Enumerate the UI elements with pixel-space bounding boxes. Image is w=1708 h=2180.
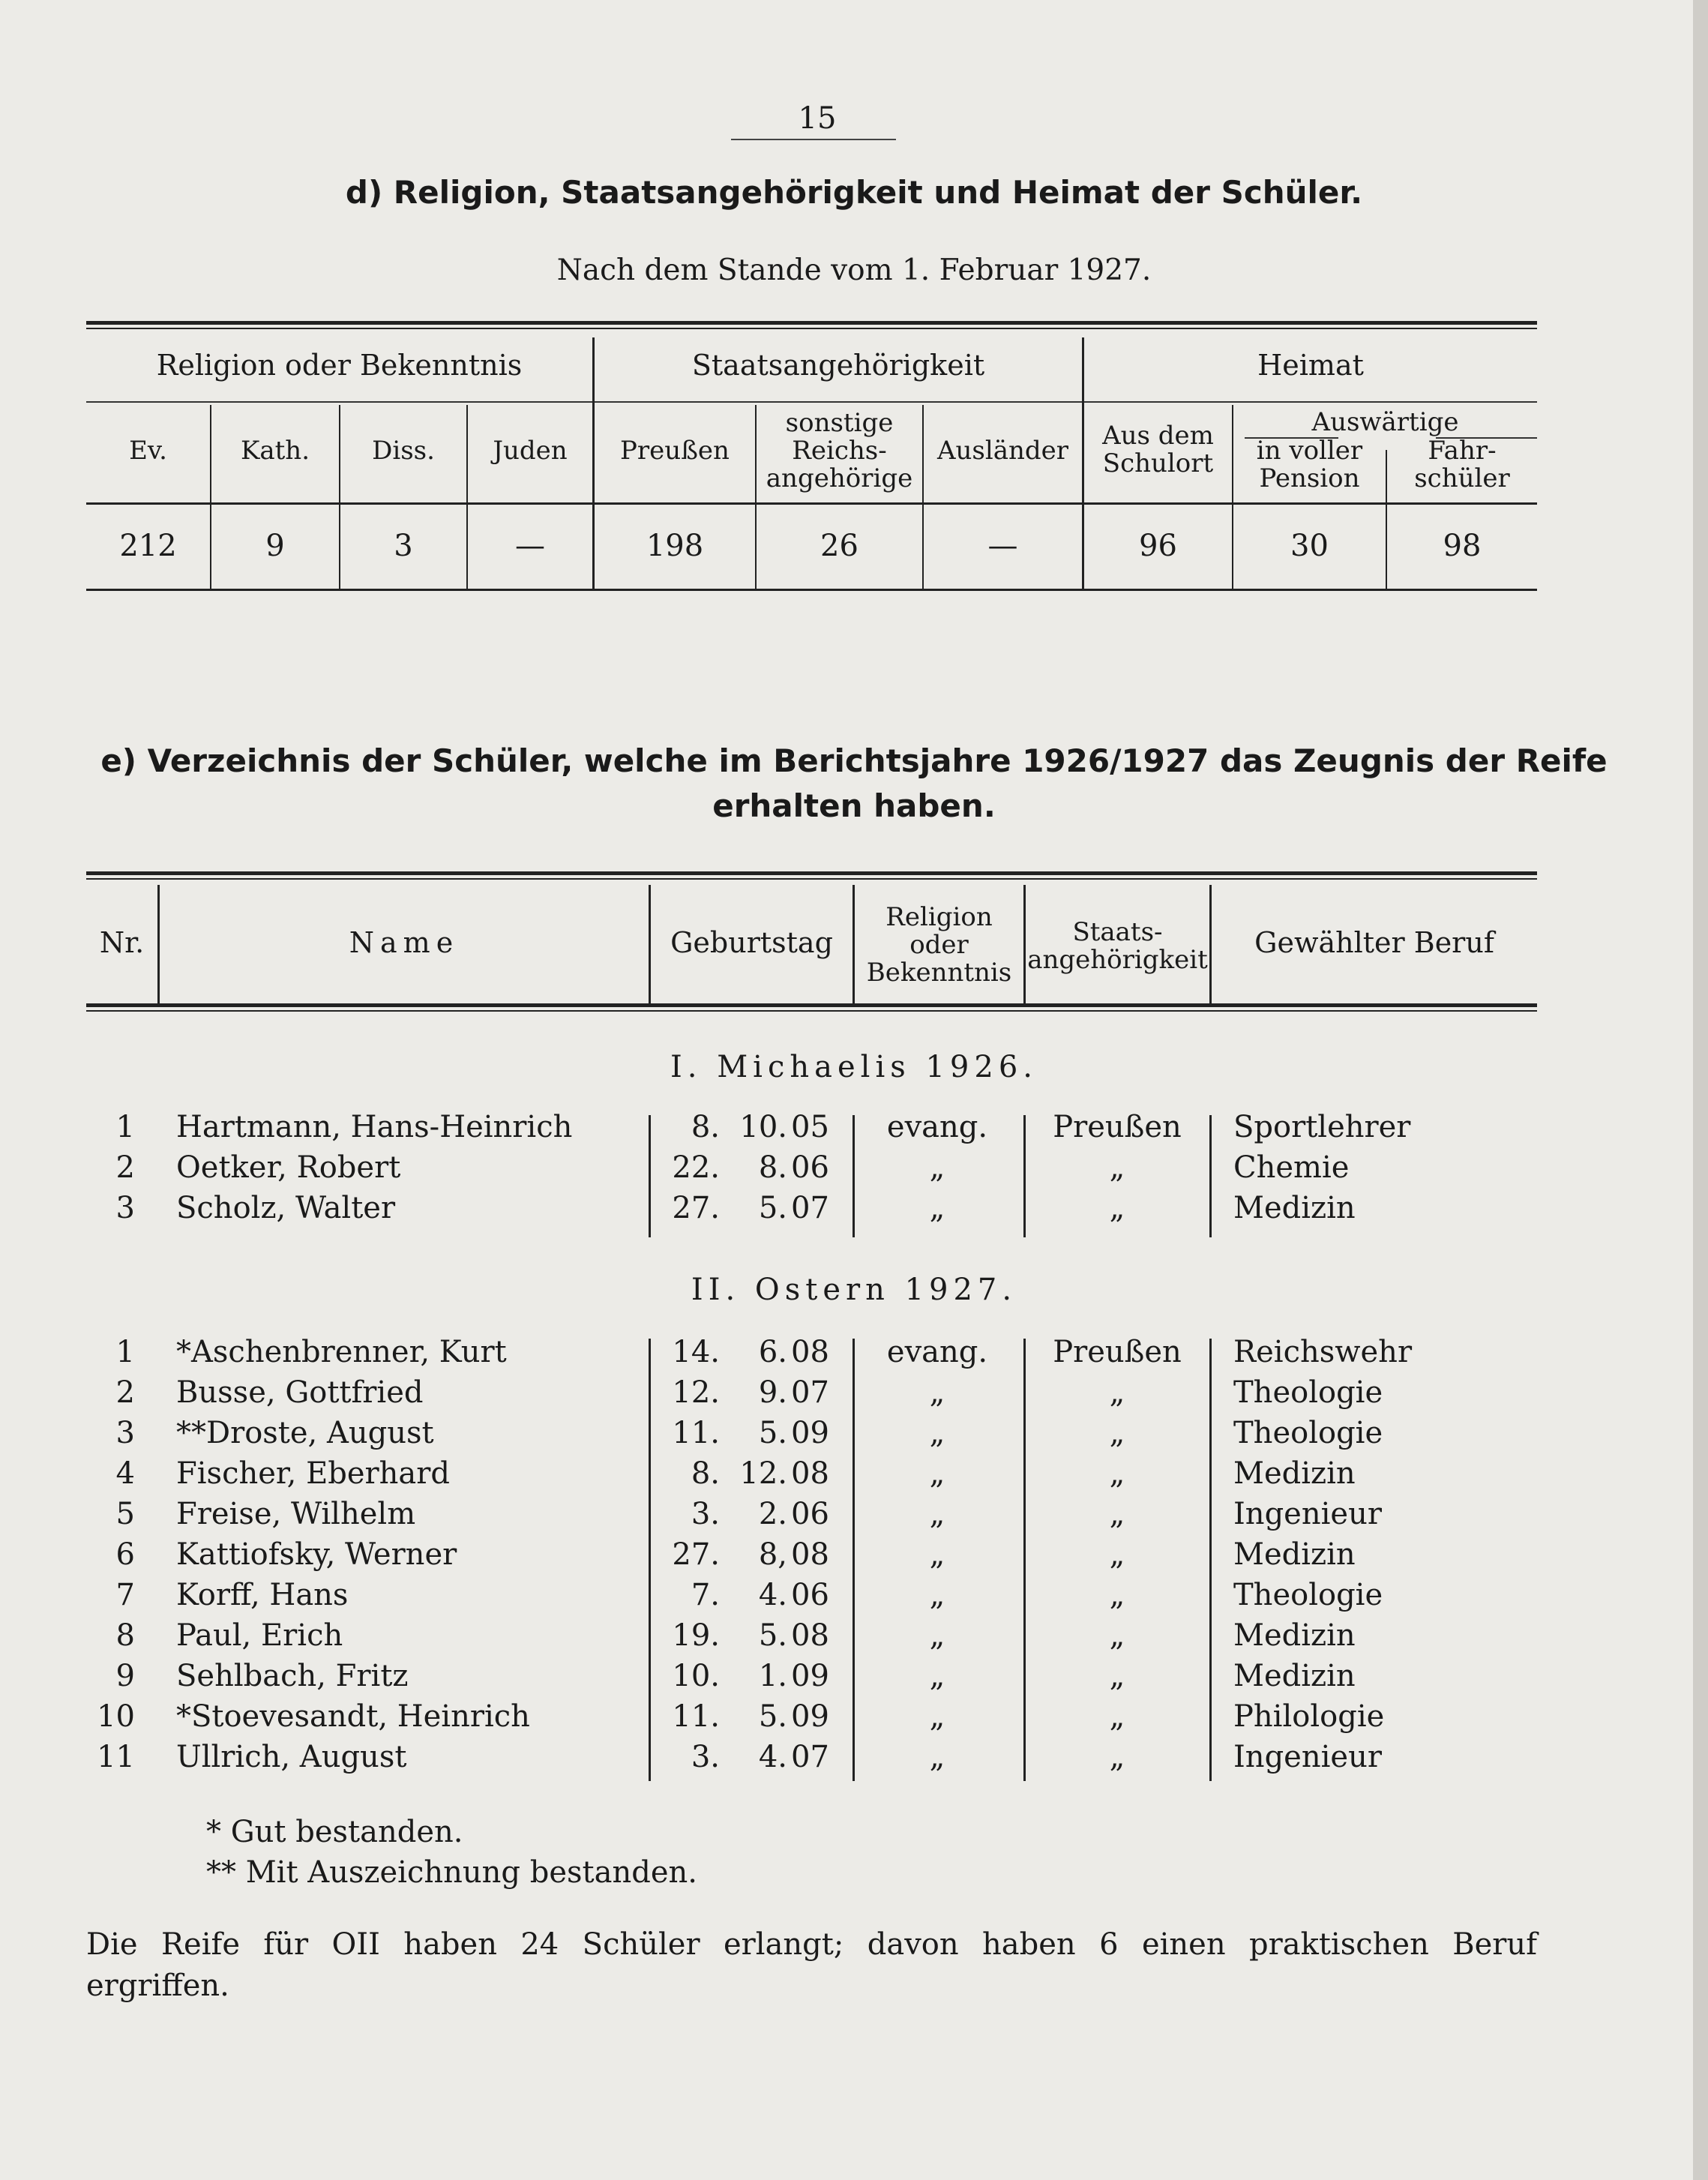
student-name: Busse, Gottfried bbox=[176, 1375, 424, 1410]
col-auswaertige: Auswärtige bbox=[1311, 407, 1459, 437]
nationality: „ bbox=[1109, 1578, 1125, 1612]
col-schulort bbox=[1084, 422, 1232, 478]
row-number: 6 bbox=[115, 1537, 135, 1572]
footnote-auszeichnung: ** Mit Auszeichnung bestanden. bbox=[206, 1855, 697, 1890]
group-ostern-label: II. Ostern 1927. bbox=[691, 1273, 1017, 1307]
col-pension bbox=[1233, 437, 1386, 493]
student-name: Oetker, Robert bbox=[176, 1150, 401, 1185]
value-preussen: 198 bbox=[646, 529, 704, 563]
nationality: „ bbox=[1109, 1497, 1125, 1531]
religion: evang. bbox=[886, 1110, 988, 1144]
header-bottom-rule bbox=[86, 1003, 1537, 1012]
profession: Theologie bbox=[1233, 1375, 1383, 1410]
profession: Medizin bbox=[1233, 1659, 1356, 1693]
nationality: „ bbox=[1109, 1416, 1125, 1450]
row-divider-staat bbox=[1023, 1115, 1026, 1237]
nationality: Preußen bbox=[1053, 1335, 1182, 1369]
religion: „ bbox=[929, 1659, 945, 1693]
profession: Medizin bbox=[1233, 1618, 1356, 1653]
religion: „ bbox=[929, 1456, 945, 1491]
row-divider-beruf bbox=[1209, 1115, 1212, 1237]
nationality: „ bbox=[1109, 1740, 1125, 1774]
birth-month: 2. bbox=[758, 1497, 787, 1531]
table-bottom-rule bbox=[86, 589, 1537, 591]
col-nr: Nr. bbox=[99, 926, 145, 959]
birth-year: 08 bbox=[791, 1537, 829, 1572]
value-juden: — bbox=[515, 529, 545, 563]
profession: Theologie bbox=[1233, 1416, 1383, 1450]
col-fahrschueler bbox=[1387, 437, 1537, 493]
birth-year: 08 bbox=[791, 1456, 829, 1491]
header-top-rule bbox=[86, 871, 1537, 880]
col-staat-line: Staats- bbox=[1072, 917, 1163, 947]
value-sonstige: 26 bbox=[820, 529, 858, 563]
closing-paragraph-end: ergriffen. bbox=[86, 1969, 229, 2003]
col-staat-line: angehörigkeit bbox=[1027, 945, 1208, 975]
col-sonstige-line: Reichs- bbox=[792, 436, 887, 466]
value-diss: 3 bbox=[394, 529, 413, 563]
student-name: Kattiofsky, Werner bbox=[176, 1537, 457, 1572]
value-pension: 30 bbox=[1290, 529, 1329, 563]
profession: Medizin bbox=[1233, 1191, 1356, 1225]
religion: „ bbox=[929, 1618, 945, 1653]
religion: „ bbox=[929, 1497, 945, 1531]
section-d-subtitle: Nach dem Stande vom 1. Februar 1927. bbox=[556, 253, 1152, 287]
col-sonstige-line: sonstige bbox=[785, 408, 894, 438]
religion: „ bbox=[929, 1191, 945, 1225]
nationality: „ bbox=[1109, 1537, 1125, 1572]
group-staat: Staatsangehörigkeit bbox=[691, 349, 985, 382]
birth-month: 5. bbox=[758, 1191, 787, 1225]
birth-day: 27. bbox=[672, 1537, 720, 1572]
col-schulort-line: Aus dem bbox=[1102, 421, 1214, 451]
profession: Medizin bbox=[1233, 1456, 1356, 1491]
section-e-title: e) Verzeichnis der Schüler, welche im Berichtsjahre 1926/1927 das Zeugnis der Reife bbox=[100, 742, 1608, 779]
row-divider-religion bbox=[853, 1115, 855, 1237]
col-religion-line: oder bbox=[909, 930, 969, 960]
religion: „ bbox=[929, 1150, 945, 1185]
col-auslaender: Ausländer bbox=[936, 436, 1069, 466]
birth-year: 08 bbox=[791, 1335, 829, 1369]
birth-day: 11. bbox=[672, 1699, 720, 1734]
row-number: 5 bbox=[115, 1497, 135, 1531]
nationality: „ bbox=[1109, 1191, 1125, 1225]
row-number: 4 bbox=[115, 1456, 135, 1491]
col-geburtstag: Geburtstag bbox=[670, 926, 833, 959]
nationality: „ bbox=[1109, 1659, 1125, 1693]
birth-day: 10. bbox=[672, 1659, 720, 1693]
profession: Reichswehr bbox=[1233, 1335, 1413, 1369]
row-divider-religion bbox=[853, 1339, 855, 1781]
birth-day: 7. bbox=[691, 1578, 720, 1612]
birth-year: 07 bbox=[791, 1375, 829, 1410]
col-religion-line: Bekenntnis bbox=[866, 958, 1012, 988]
col-diss: Diss. bbox=[372, 436, 435, 466]
row-divider-geburtstag bbox=[649, 1339, 651, 1781]
page-number-rule bbox=[731, 139, 896, 140]
page-number: 15 bbox=[798, 101, 837, 136]
row-number: 11 bbox=[97, 1740, 135, 1774]
col-sonstige-line: angehörige bbox=[766, 463, 913, 493]
col-fahr-line: Fahr- bbox=[1428, 436, 1497, 466]
student-name: Paul, Erich bbox=[176, 1618, 343, 1653]
religion: „ bbox=[929, 1416, 945, 1450]
birth-day: 3. bbox=[691, 1740, 720, 1774]
student-name: Korff, Hans bbox=[176, 1578, 349, 1612]
birth-day: 8. bbox=[691, 1456, 720, 1491]
birth-year: 09 bbox=[791, 1699, 829, 1734]
value-fahrschueler: 98 bbox=[1443, 529, 1482, 563]
birth-year: 09 bbox=[791, 1659, 829, 1693]
row-number: 9 bbox=[115, 1659, 135, 1693]
birth-year: 07 bbox=[791, 1740, 829, 1774]
row-number: 7 bbox=[115, 1578, 135, 1612]
col-juden: Juden bbox=[493, 436, 568, 466]
value-ev: 212 bbox=[119, 529, 177, 563]
footnote-gut: * Gut bestanden. bbox=[206, 1815, 463, 1849]
religion: „ bbox=[929, 1578, 945, 1612]
birth-year: 06 bbox=[791, 1150, 829, 1185]
profession: Philologie bbox=[1233, 1699, 1385, 1734]
row-number: 10 bbox=[97, 1699, 135, 1734]
row-number: 1 bbox=[115, 1335, 135, 1369]
birth-day: 8. bbox=[691, 1110, 720, 1144]
birth-month: 5. bbox=[758, 1416, 787, 1450]
profession: Ingenieur bbox=[1233, 1497, 1382, 1531]
nationality: Preußen bbox=[1053, 1110, 1182, 1144]
value-kath: 9 bbox=[265, 529, 285, 563]
profession: Chemie bbox=[1233, 1150, 1350, 1185]
row-number: 2 bbox=[115, 1150, 135, 1185]
birth-month: 8, bbox=[758, 1537, 787, 1572]
closing-paragraph: Die Reife für OII haben 24 Schüler erlangt; davon haben 6 einen praktischen Beruf bbox=[86, 1927, 1537, 1962]
col-staat bbox=[1026, 919, 1209, 974]
birth-year: 07 bbox=[791, 1191, 829, 1225]
profession: Medizin bbox=[1233, 1537, 1356, 1572]
profession: Sportlehrer bbox=[1233, 1110, 1411, 1144]
section-e-title-line2: erhalten haben. bbox=[712, 787, 996, 824]
group-religion: Religion oder Bekenntnis bbox=[156, 349, 523, 382]
birth-year: 05 bbox=[791, 1110, 829, 1144]
col-fahr-line: schüler bbox=[1414, 463, 1510, 493]
birth-month: 10. bbox=[739, 1110, 787, 1144]
row-number: 3 bbox=[115, 1191, 135, 1225]
birth-day: 11. bbox=[672, 1416, 720, 1450]
birth-month: 9. bbox=[758, 1375, 787, 1410]
col-pension-line: Pension bbox=[1259, 463, 1360, 493]
student-name: Scholz, Walter bbox=[176, 1191, 396, 1225]
birth-day: 22. bbox=[672, 1150, 720, 1185]
birth-day: 27. bbox=[672, 1191, 720, 1225]
student-name: *Stoevesandt, Heinrich bbox=[176, 1699, 530, 1734]
col-ev: Ev. bbox=[129, 436, 167, 466]
row-divider-staat bbox=[1023, 1339, 1026, 1781]
table-top-rule bbox=[86, 321, 1537, 329]
nationality: „ bbox=[1109, 1699, 1125, 1734]
birth-month: 4. bbox=[758, 1578, 787, 1612]
col-sonstige bbox=[757, 409, 922, 493]
nationality: „ bbox=[1109, 1456, 1125, 1491]
student-name: **Droste, August bbox=[176, 1416, 434, 1450]
row-divider-geburtstag bbox=[649, 1115, 651, 1237]
header-bottom-rule bbox=[86, 502, 1537, 505]
section-d-title: d) Religion, Staatsangehörigkeit und Heimat der Schüler. bbox=[345, 174, 1363, 211]
religion: „ bbox=[929, 1537, 945, 1572]
birth-year: 08 bbox=[791, 1618, 829, 1653]
birth-month: 6. bbox=[758, 1335, 787, 1369]
row-number: 8 bbox=[115, 1618, 135, 1653]
col-schulort-line: Schulort bbox=[1102, 448, 1214, 478]
student-name: Hartmann, Hans-Heinrich bbox=[176, 1110, 573, 1144]
page-edge bbox=[1693, 0, 1708, 2180]
religion: evang. bbox=[886, 1335, 988, 1369]
value-auslaender: — bbox=[987, 529, 1018, 563]
row-number: 1 bbox=[115, 1110, 135, 1144]
row-number: 3 bbox=[115, 1416, 135, 1450]
group-rule bbox=[86, 401, 1537, 403]
birth-year: 06 bbox=[791, 1497, 829, 1531]
nationality: „ bbox=[1109, 1150, 1125, 1185]
student-name: Freise, Wilhelm bbox=[176, 1497, 416, 1531]
nationality: „ bbox=[1109, 1375, 1125, 1410]
student-name: *Aschenbrenner, Kurt bbox=[176, 1335, 507, 1369]
birth-day: 14. bbox=[672, 1335, 720, 1369]
student-name: Ullrich, August bbox=[176, 1740, 407, 1774]
col-name: Name bbox=[349, 926, 460, 959]
group-heimat: Heimat bbox=[1257, 349, 1364, 382]
col-religion bbox=[855, 904, 1023, 987]
col-kath: Kath. bbox=[240, 436, 310, 466]
birth-month: 1. bbox=[758, 1659, 787, 1693]
birth-month: 5. bbox=[758, 1618, 787, 1653]
birth-month: 12. bbox=[739, 1456, 787, 1491]
col-religion-line: Religion bbox=[885, 902, 993, 932]
value-schulort: 96 bbox=[1139, 529, 1177, 563]
student-name: Fischer, Eberhard bbox=[176, 1456, 450, 1491]
birth-day: 12. bbox=[672, 1375, 720, 1410]
group-michaelis-label: I. Michaelis 1926. bbox=[670, 1050, 1038, 1084]
birth-month: 4. bbox=[758, 1740, 787, 1774]
birth-day: 3. bbox=[691, 1497, 720, 1531]
col-preussen: Preußen bbox=[620, 436, 730, 466]
religion: „ bbox=[929, 1375, 945, 1410]
birth-year: 06 bbox=[791, 1578, 829, 1612]
birth-day: 19. bbox=[672, 1618, 720, 1653]
col-pension-line: in voller bbox=[1256, 436, 1363, 466]
nationality: „ bbox=[1109, 1618, 1125, 1653]
student-name: Sehlbach, Fritz bbox=[176, 1659, 409, 1693]
profession: Ingenieur bbox=[1233, 1740, 1382, 1774]
religion: „ bbox=[929, 1699, 945, 1734]
row-number: 2 bbox=[115, 1375, 135, 1410]
row-divider-beruf bbox=[1209, 1339, 1212, 1781]
col-beruf: Gewählter Beruf bbox=[1254, 926, 1494, 959]
profession: Theologie bbox=[1233, 1578, 1383, 1612]
religion: „ bbox=[929, 1740, 945, 1774]
birth-year: 09 bbox=[791, 1416, 829, 1450]
birth-month: 8. bbox=[758, 1150, 787, 1185]
birth-month: 5. bbox=[758, 1699, 787, 1734]
